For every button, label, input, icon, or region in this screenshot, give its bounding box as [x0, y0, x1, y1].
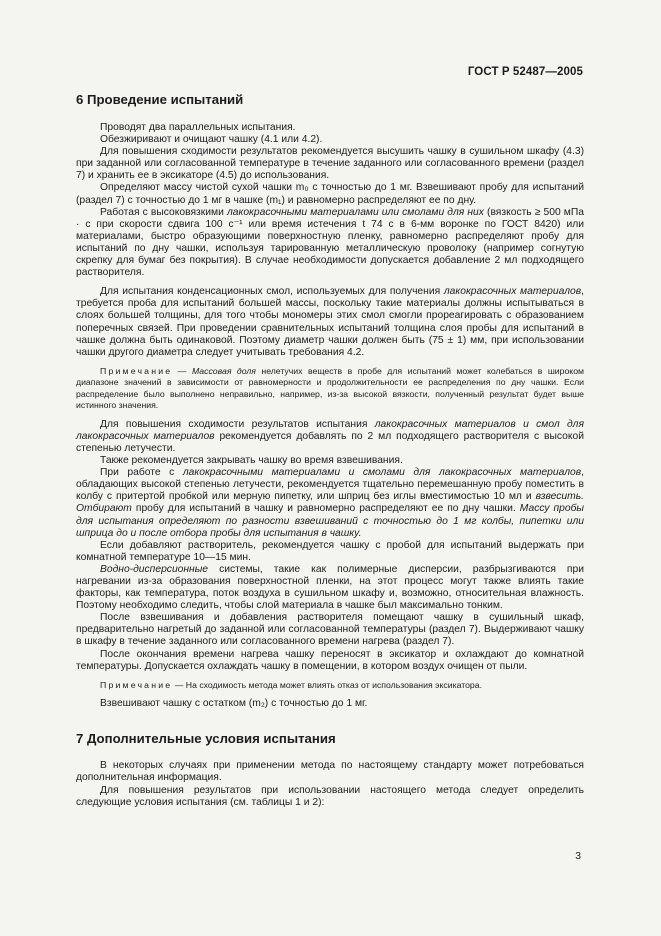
- paragraph: Определяют массу чистой сухой чашки m₀ с точностью до 1 мг. Взвешивают пробу для испытаний (раздел 7) с точностью до 1 мг в чашке (m₁) и равномерно распределяют ее по дну.: [76, 182, 584, 206]
- paragraph: Проводят два параллельных испытания.: [100, 122, 296, 133]
- paragraph: [76, 207, 584, 280]
- text: — На сходимость метода может влиять отказ от использования эксикатора.: [172, 679, 483, 690]
- text: Работая с высоковязкими: [100, 206, 227, 218]
- paragraph: Обезжиривают и очищают чашку (4.1 или 4.2).: [100, 134, 323, 146]
- document-code: ГОСТ Р 52487—2005: [467, 66, 583, 78]
- text: системы, такие как полимерные дисперсии, разбрызгиваются при нагревании из-за образования поверхностной пленки, на этот процесс могут также влиять такие факторы, как температура, поток воздуха в сушильном шкафу и, возможно, относительная влажность. Поэтому необходимо следить, чтобы слой материала в чашке был максимально тонким.: [76, 563, 584, 612]
- text: —: [172, 365, 192, 376]
- paragraph: После взвешивания и добавления растворителя помещают чашку в сушильный шкаф, предварительно нагретый до заданной или согласованной температуры (раздел 7). Выдерживают чашку в шкафу в течение заданного или согласованного времени нагрева (раздел 7).: [76, 612, 584, 648]
- italic-text: Массовая доля: [191, 365, 256, 376]
- italic-text: Водно-дисперсионные: [100, 563, 209, 575]
- paragraph: [76, 467, 584, 540]
- paragraph: [76, 564, 584, 612]
- paragraph: Для повышения результатов при использовании настоящего метода следует определить следующие условия испытания (см. таблицы 1 и 2):: [76, 784, 584, 808]
- italic-text: лакокрасочными материалами или смолами для них: [226, 206, 484, 218]
- text: При работе с: [100, 467, 183, 479]
- italic-text: Массу пробы для испытания определяют по разности взвешиваний с точностью до 1 мг колбы, пипетки или шприца до и после отбора пробы для испытания в чашку.: [76, 503, 585, 539]
- italic-text: лакокрасочных материалов и смол для лакокрасочных материалов: [76, 418, 584, 442]
- page-number: 3: [575, 851, 581, 862]
- paragraph: [76, 419, 584, 455]
- italic-text: лакокрасочных материалов: [443, 286, 582, 298]
- italic-text: взвесить. Отбирают: [76, 491, 584, 515]
- text: Для испытания конденсационных смол, используемых для получения: [100, 286, 444, 298]
- text: , обладающих высокой степенью летучести, рекомендуется тщательно перемешанную пробу поместить в колбу с притертой пробкой или мерную пипетку, или шприц без иглы вместимостью 10 мл и: [76, 467, 584, 503]
- section-6-title: 6 Проведение испытаний: [76, 92, 244, 107]
- text: нелетучих веществ в пробе для испытаний может колебаться в широком диапазоне значений в зависимости от равномерности и продолжительности ее распределения по дну чашки. Если распределение было выполнено неправильно, например, из-за высокой вязкости, полученный результат будет выше истинного значения.: [76, 365, 585, 411]
- paragraph: После окончания времени нагрева чашку переносят в эксикатор и охлаждают до комнатной температуры. Допускается охлаждать чашку в помещении, в котором воздух очищен от пыли.: [76, 648, 584, 672]
- text: (вязкость ≥ 500 мПа · с при скорости сдвига 100 с⁻¹ или время истечения t 74 с в 6-мм воронке по ГОСТ 8420) или материалами, быстро образующими поверхностную пленку, равномерно распределяют пробу для испытаний по дну чашки, используя тарированную металлическую проволоку (например согнутую скрепку для бумаг без покрытия). В случае необходимости допускается добавление 2 мл подходящего растворителя.: [76, 206, 584, 279]
- text: , требуется проба для испытаний большей массы, поскольку такие материалы должны испытываться в слоях большей толщины, для того чтобы мономеры этих смол смогли прореагировать с образованием поперечных связей. При проведении сравнительных испытаний толщина слоя пробы для испытаний в чашке должна быть одинаковой. Поэтому диаметр чашки должен быть (75 ± 1) мм, при использовании чашки другого диаметра следует учитывать требования 4.2.: [76, 286, 584, 358]
- document-body: [76, 92, 584, 809]
- paragraph: В некоторых случаях при применении метода по настоящему стандарту может потребоваться дополнительная информация.: [76, 760, 584, 784]
- paragraph: [76, 286, 584, 359]
- note: [76, 680, 584, 692]
- paragraph: Для повышения сходимости результатов рекомендуется высушить чашку в сушильном шкафу (4.3) при заданной или согласованной температуре в течение заданного или согласованного времени (раздел 7) и хранить ее в эксикаторе (4.5) до использования.: [76, 146, 584, 182]
- text: рекомендуется добавлять по 2 мл подходящего растворителя с высокой степенью летучести.: [76, 430, 584, 454]
- paragraph: Также рекомендуется закрывать чашку во время взвешивания.: [100, 455, 403, 467]
- note-label: Примечание: [100, 365, 173, 376]
- note-label: Примечание: [100, 679, 173, 690]
- note: [76, 366, 584, 412]
- text: Для повышения сходимости результатов испытания: [100, 418, 375, 430]
- section-7-title: 7 Дополнительные условия испытания: [76, 731, 336, 747]
- paragraph: Если добавляют растворитель, рекомендуется чашку с пробой для испытаний выдержать при комнатной температуре 10—15 мин.: [76, 539, 584, 563]
- text: пробу для испытаний в чашку и равномерно распределяют ее по дну чашки.: [131, 503, 520, 515]
- paragraph: Взвешивают чашку с остатком (m₂) с точностью до 1 мг.: [100, 698, 368, 710]
- italic-text: лакокрасочными материалами и смолами для лакокрасочных материалов: [182, 467, 582, 479]
